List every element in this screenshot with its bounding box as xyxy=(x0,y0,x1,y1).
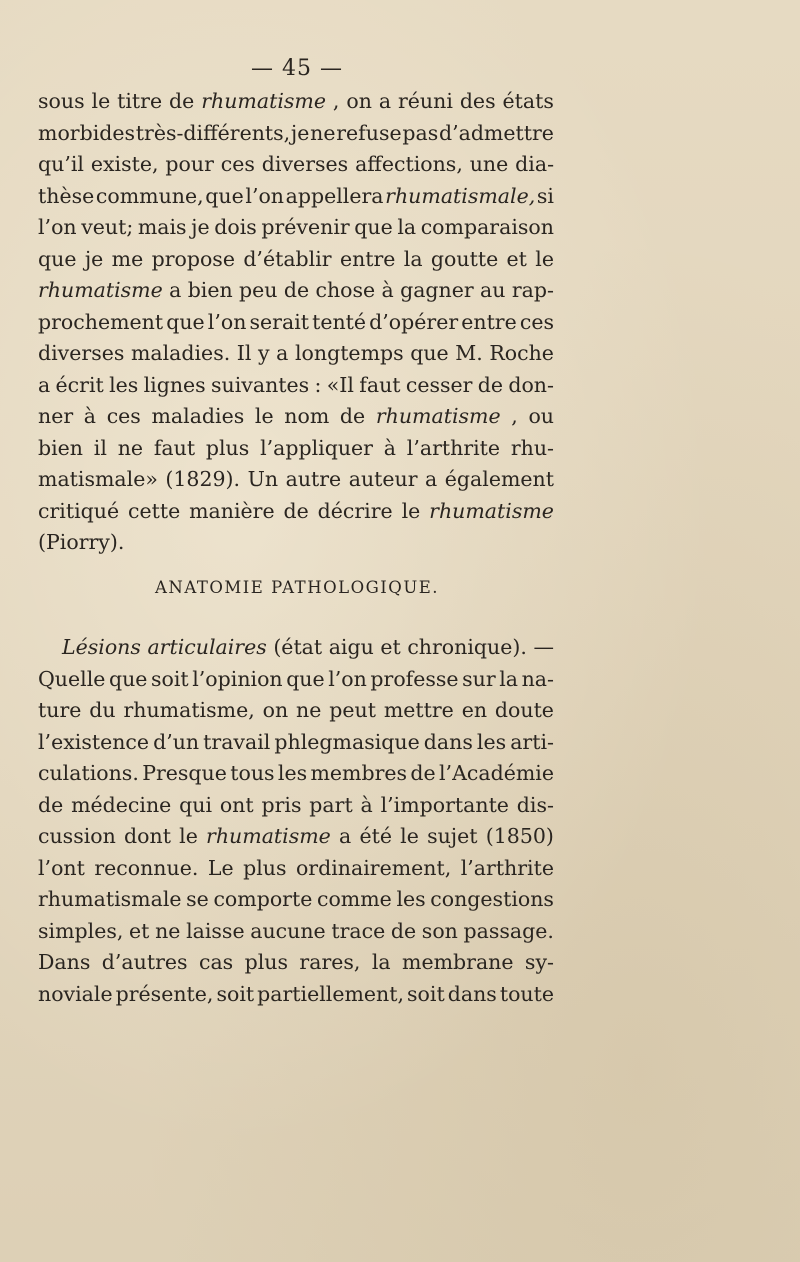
word: me xyxy=(111,246,144,271)
text-line xyxy=(38,695,554,727)
word: ne xyxy=(296,698,322,722)
word: l’appliquer xyxy=(260,435,373,460)
word: l’Académie xyxy=(439,761,554,785)
word: ou xyxy=(528,404,554,428)
text-line xyxy=(38,821,554,853)
word: de xyxy=(283,498,309,523)
word: Il xyxy=(236,341,252,365)
word: existe, xyxy=(90,152,159,176)
word: rhumatisme xyxy=(429,498,554,523)
word: d’admettre xyxy=(438,120,554,145)
word: titre xyxy=(117,89,163,113)
word: bien xyxy=(38,435,84,460)
word: prochement xyxy=(38,309,164,334)
word: peut xyxy=(329,698,376,722)
word: : xyxy=(314,372,322,397)
word: reconnue. xyxy=(94,855,199,880)
word: rhu- xyxy=(510,435,554,460)
word: de xyxy=(339,404,366,428)
word: (état xyxy=(273,635,323,659)
word: qui xyxy=(179,792,213,817)
word: l’existence xyxy=(38,729,150,754)
word: ne xyxy=(155,918,181,943)
word: soit xyxy=(407,981,445,1006)
word: a xyxy=(169,278,182,302)
word: noviale xyxy=(38,981,113,1006)
word: entre xyxy=(461,309,517,334)
word: le xyxy=(91,89,111,113)
text-line xyxy=(38,118,554,150)
word: l’ont xyxy=(38,855,85,880)
word: rhumatisme xyxy=(206,824,331,848)
word: la xyxy=(371,950,391,974)
word: une xyxy=(469,152,509,176)
word: y xyxy=(258,341,270,365)
word: phlegmasique xyxy=(274,729,420,754)
text-line xyxy=(38,86,554,118)
word: peu xyxy=(239,278,278,302)
text-line xyxy=(38,370,554,402)
word: médecine xyxy=(71,792,172,817)
word: faut xyxy=(359,372,401,397)
word: critiqué xyxy=(38,498,120,523)
word: gagner xyxy=(400,278,474,302)
text-line xyxy=(38,496,554,528)
word: d’établir xyxy=(243,246,332,271)
text-line xyxy=(38,916,554,948)
word: que xyxy=(354,215,393,239)
word: arti- xyxy=(510,729,554,754)
word: refuse xyxy=(336,120,402,145)
word: et xyxy=(506,246,527,271)
word: sur xyxy=(462,666,496,691)
word: les xyxy=(277,761,308,785)
word: Dans xyxy=(38,950,91,974)
text-line xyxy=(38,527,554,559)
word: plus xyxy=(205,435,250,460)
section-heading: ANATOMIE PATHOLOGIQUE. xyxy=(154,578,440,597)
word: appellera xyxy=(285,183,384,208)
word: mais xyxy=(137,215,187,239)
word: serait xyxy=(249,309,309,334)
word: que xyxy=(286,666,325,691)
word: lignes xyxy=(143,372,206,397)
word: dia- xyxy=(515,152,554,176)
word: diverses xyxy=(261,152,349,176)
word: dois xyxy=(214,215,257,239)
word: laisse xyxy=(186,918,245,943)
page-number: — 45 — xyxy=(251,56,343,81)
word: le xyxy=(401,498,421,523)
word: le xyxy=(179,824,198,848)
word: ont xyxy=(219,792,254,817)
word: sy- xyxy=(524,950,554,974)
word: doute xyxy=(494,698,554,722)
word: rhumatisme xyxy=(38,278,163,302)
word: congestions xyxy=(430,887,554,911)
text-line xyxy=(38,149,554,181)
word: que xyxy=(166,309,205,334)
text-line xyxy=(38,664,554,696)
text-line xyxy=(38,401,554,433)
word: d’opérer xyxy=(369,309,459,334)
word: rhumatismale, xyxy=(385,183,536,208)
word: maladies xyxy=(151,404,245,428)
word: rhumatisme xyxy=(375,404,501,428)
word: , xyxy=(332,89,340,113)
word: la xyxy=(499,666,518,691)
word: Quelle xyxy=(38,666,106,691)
word: a xyxy=(425,467,438,491)
word: rares, xyxy=(299,950,361,974)
word: a xyxy=(378,89,392,113)
word: auteur xyxy=(348,467,418,491)
text-line xyxy=(38,979,554,1011)
paragraph-2 xyxy=(38,632,554,1010)
word: de xyxy=(38,792,64,817)
word: les xyxy=(476,729,507,754)
word: Le xyxy=(207,855,234,880)
word: aucune xyxy=(250,918,326,943)
word: dans xyxy=(423,729,473,754)
word: ordinairement, xyxy=(295,855,452,880)
word: l’on xyxy=(328,666,367,691)
word: cussion xyxy=(38,824,116,848)
text-line xyxy=(38,181,554,213)
word: sujet xyxy=(427,824,478,848)
word: part xyxy=(309,792,353,817)
word: le xyxy=(254,404,274,428)
word: diverses xyxy=(38,341,125,365)
word: professe xyxy=(370,666,459,691)
word: l’on xyxy=(245,183,285,208)
word: pris xyxy=(261,792,302,817)
word: pour xyxy=(165,152,214,176)
word: de xyxy=(283,278,310,302)
word: à xyxy=(383,435,396,460)
text-line xyxy=(38,790,554,822)
word: (Piorry). xyxy=(38,530,125,554)
word: dis- xyxy=(516,792,554,817)
word: plus xyxy=(244,950,289,974)
word: chronique). xyxy=(407,635,527,659)
word: ner xyxy=(38,404,74,428)
word: qu’il xyxy=(38,152,84,176)
word: pas xyxy=(402,120,439,145)
word: ces xyxy=(519,309,554,334)
word: d’autres xyxy=(101,950,188,974)
word: faut xyxy=(153,435,196,460)
word: l’on xyxy=(207,309,247,334)
word: je xyxy=(290,120,310,145)
text-line xyxy=(38,307,554,339)
word: été xyxy=(359,824,392,848)
word: cette xyxy=(127,498,181,523)
word: ces xyxy=(220,152,255,176)
word: soit xyxy=(150,666,189,691)
word: longtemps xyxy=(294,341,404,365)
word: se xyxy=(186,887,209,911)
text-line xyxy=(38,947,554,979)
word: que xyxy=(38,246,77,271)
text-line xyxy=(38,244,554,276)
word: la xyxy=(397,215,417,239)
word: ne xyxy=(310,120,336,145)
word: comparaison xyxy=(420,215,554,239)
word: rhumatismale xyxy=(38,887,182,911)
word: états xyxy=(502,89,554,113)
word: entre xyxy=(339,246,396,271)
word: dont xyxy=(124,824,171,848)
word: le xyxy=(400,824,419,848)
word: Un xyxy=(247,467,279,491)
word: propose xyxy=(151,246,235,271)
word: tenté xyxy=(312,309,367,334)
word: trace xyxy=(331,918,386,943)
word: dans xyxy=(447,981,497,1006)
text-line xyxy=(38,464,554,496)
word: très-différents, xyxy=(135,120,291,145)
word: que xyxy=(410,341,449,365)
word: matismale» xyxy=(38,467,158,491)
word: les xyxy=(396,887,426,911)
word: présente, xyxy=(115,981,214,1006)
word: également xyxy=(444,467,554,491)
word: l’on xyxy=(38,215,77,239)
text-line xyxy=(38,212,554,244)
word: simples, xyxy=(38,918,124,943)
word: au xyxy=(480,278,506,302)
word: la xyxy=(403,246,423,271)
word: , xyxy=(511,404,518,428)
word: membres xyxy=(310,761,408,785)
word: thèse xyxy=(38,183,95,208)
word: des xyxy=(459,89,496,113)
word: bien xyxy=(187,278,233,302)
word: si xyxy=(536,183,554,208)
word: il xyxy=(93,435,107,460)
word: prévenir xyxy=(261,215,350,239)
word: décrire xyxy=(317,498,393,523)
word: rhumatisme xyxy=(201,89,326,113)
word: rhumatisme, xyxy=(123,698,255,722)
word: ces xyxy=(106,404,141,428)
word: affections, xyxy=(355,152,463,176)
word: passage. xyxy=(463,918,554,943)
word: son xyxy=(421,918,458,943)
word: les xyxy=(109,372,139,397)
word: le xyxy=(535,246,554,271)
word: à xyxy=(381,278,394,302)
word: écrit xyxy=(55,372,104,397)
word: ne xyxy=(117,435,144,460)
word: articulaires xyxy=(147,635,267,659)
paragraph-1 xyxy=(38,86,554,559)
word: toute xyxy=(499,981,554,1006)
word: (1850) xyxy=(485,824,554,848)
text-line xyxy=(38,433,554,465)
word: sous xyxy=(38,89,85,113)
word: cas xyxy=(198,950,234,974)
word: l’importante xyxy=(380,792,509,817)
word: a xyxy=(276,341,289,365)
text-line xyxy=(38,275,554,307)
word: comporte xyxy=(213,887,313,911)
word: que xyxy=(205,183,244,208)
word: M. xyxy=(455,341,483,365)
word: rap- xyxy=(511,278,554,302)
word: aigu xyxy=(328,635,374,659)
text-line xyxy=(38,884,554,916)
word: morbides xyxy=(38,120,136,145)
word: de xyxy=(477,372,504,397)
word: l’arthrite xyxy=(406,435,501,460)
word: en xyxy=(461,698,488,722)
text-line xyxy=(38,853,554,885)
word: Presque xyxy=(142,761,227,785)
text-line xyxy=(38,758,554,790)
word: partiellement, xyxy=(257,981,404,1006)
word: a xyxy=(339,824,352,848)
word: (1829). xyxy=(165,467,241,491)
word: cesser xyxy=(405,372,473,397)
word: d’un xyxy=(153,729,200,754)
word: na- xyxy=(521,666,554,691)
word: autre xyxy=(285,467,342,491)
word: réuni xyxy=(397,89,453,113)
word: que xyxy=(108,666,148,691)
word: culations. xyxy=(38,761,139,785)
word: du xyxy=(89,698,116,722)
word: on xyxy=(346,89,372,113)
word: a xyxy=(38,372,51,397)
word: plus xyxy=(243,855,287,880)
word: Lésions xyxy=(62,635,141,659)
word: ture xyxy=(38,698,82,722)
word: veut; xyxy=(81,215,134,239)
word: de xyxy=(390,918,417,943)
word: l’opinion xyxy=(192,666,283,691)
word: je xyxy=(191,215,210,239)
word: commune, xyxy=(95,183,204,208)
word: soit xyxy=(216,981,255,1006)
word: à xyxy=(83,404,97,428)
word: travail xyxy=(203,729,271,754)
word: mettre xyxy=(383,698,454,722)
word: don- xyxy=(508,372,554,397)
word: manière xyxy=(189,498,275,523)
word: chose xyxy=(315,278,376,302)
word: nom xyxy=(284,404,330,428)
word: membrane xyxy=(402,950,514,974)
word: à xyxy=(360,792,373,817)
word: comme xyxy=(316,887,392,911)
word: goutte xyxy=(430,246,499,271)
text-line xyxy=(38,338,554,370)
word: on xyxy=(262,698,289,722)
word: Roche xyxy=(489,341,554,365)
word: tous xyxy=(230,761,275,785)
word: l’arthrite xyxy=(460,855,554,880)
word: suivantes xyxy=(211,372,310,397)
word: et xyxy=(380,635,401,659)
word: «Il xyxy=(326,372,354,397)
word: de xyxy=(410,761,436,785)
word: — xyxy=(533,635,554,659)
word: et xyxy=(129,918,150,943)
word: de xyxy=(169,89,195,113)
word: je xyxy=(84,246,104,271)
text-line xyxy=(38,632,554,664)
word: maladies. xyxy=(130,341,231,365)
text-line xyxy=(38,727,554,759)
